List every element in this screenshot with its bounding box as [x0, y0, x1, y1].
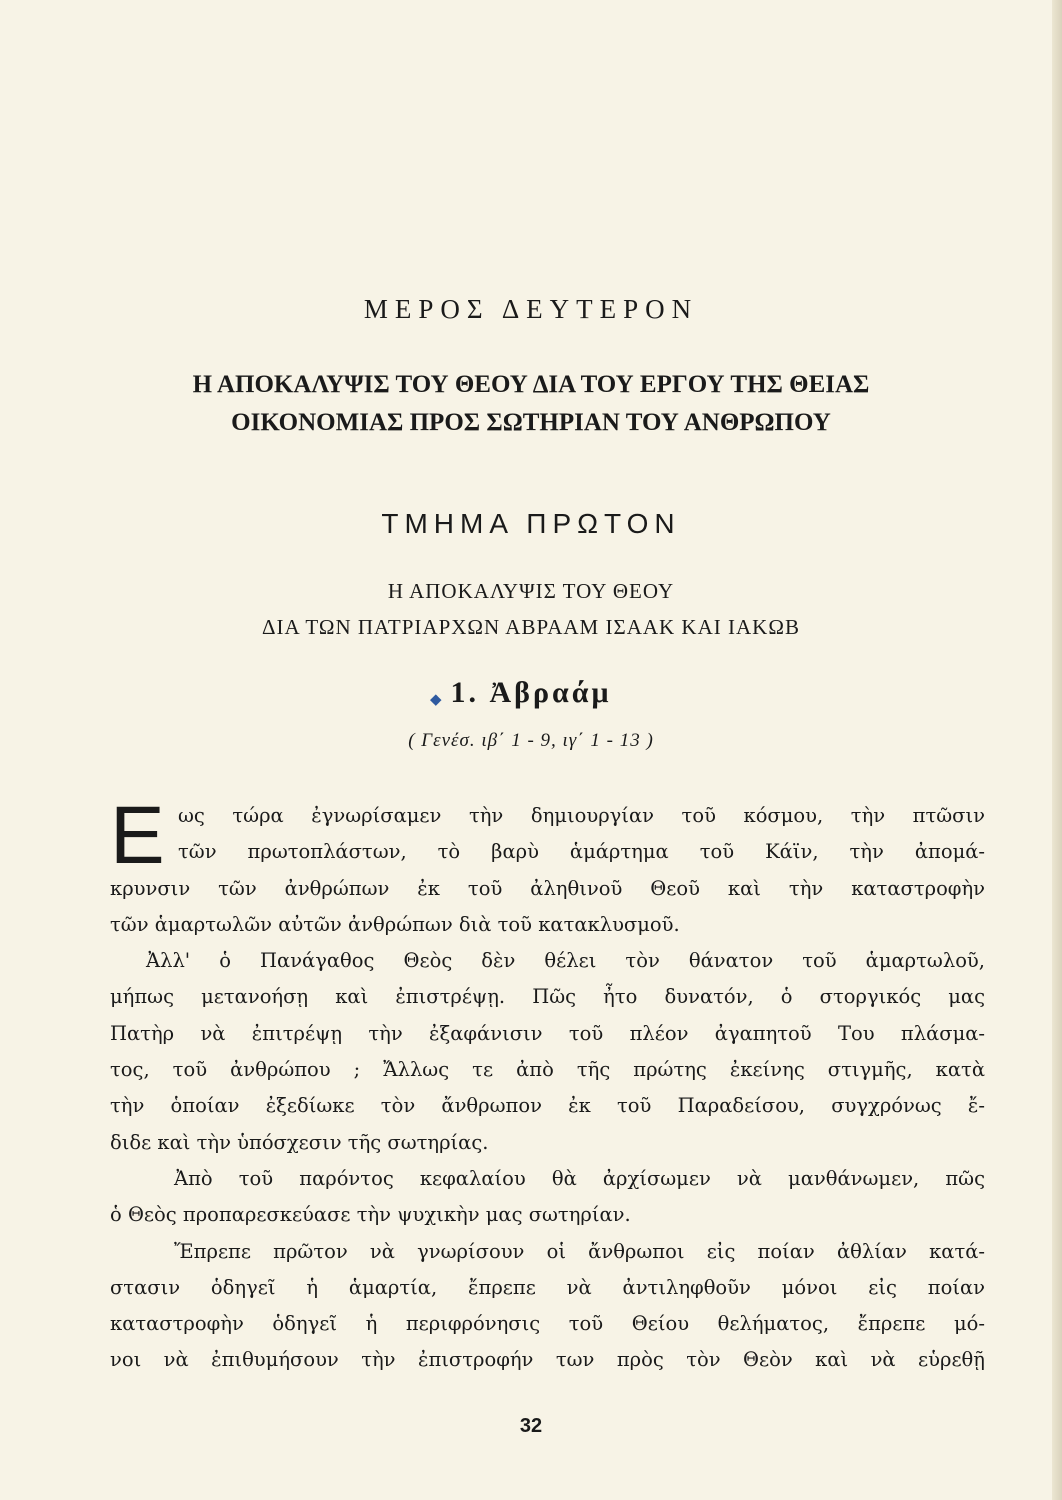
part-subtitle-line: Η ΑΠΟΚΑΛΥΨΙΣ ΤΟΥ ΘΕΟΥ ΔΙΑ ΤΟΥ ΕΡΓΟΥ ΤΗΣ ΘΕΙΑΣ: [192, 371, 870, 398]
paragraph-line: τῶν ἁμαρτωλῶν αὐτῶν ἀνθρώπων διὰ τοῦ κατακλυσμοῦ.: [110, 912, 680, 936]
part-subtitle: [0, 366, 1062, 442]
paragraph-line: ὁ Θεὸς προπαρεσκεύασε τὴν ψυχικὴν μας σωτηρίαν.: [110, 1203, 631, 1227]
paragraph-line: τὴν ὁποίαν ἐξεδίωκε τὸν ἄνθρωπον ἐκ τοῦ Παραδείσου, συγχρόνως ἔ-: [110, 1094, 985, 1118]
body-text: [110, 790, 985, 1379]
part-subtitle-line: ΟΙΚΟΝΟΜΙΑΣ ΠΡΟΣ ΣΩΤΗΡΙΑΝ ΤΟΥ ΑΝΘΡΩΠΟΥ: [231, 409, 831, 436]
paragraph-line: τος, τοῦ ἀνθρώπου ; Ἄλλως τε ἀπὸ τῆς πρώτης ἐκείνης στιγμῆς, κατὰ: [110, 1058, 985, 1082]
paragraph-line: Ἀπὸ τοῦ παρόντος κεφαλαίου θὰ ἀρχίσωμεν νὰ μανθάνωμεν, πῶς: [174, 1166, 985, 1190]
page-number: 32: [519, 1415, 543, 1437]
scripture-reference: ( Γενέσ. ιβ΄ 1 - 9, ιγ΄ 1 - 13 ): [408, 730, 654, 751]
chapter-heading: 1. Ἀβραάμ: [450, 676, 612, 709]
part-title: ΜΕΡΟΣ ΔΕΥΤΕΡΟΝ: [363, 294, 699, 324]
section-subtitle: [0, 573, 1062, 645]
paragraph-line: στασιν ὁδηγεῖ ἡ ἁμαρτία, ἔπρεπε νὰ ἀντιληφθοῦν μόνοι εἰς ποίαν: [110, 1275, 985, 1299]
diamond-bullet-icon: ◆: [430, 690, 442, 708]
paragraph-line: νοι νὰ ἐπιθυμήσουν τὴν ἐπιστροφήν των πρὸς τὸν Θεὸν καὶ νὰ εὑρεθῇ: [110, 1348, 985, 1372]
section-title: ΤΜΗΜΑ ΠΡΩΤΟΝ: [381, 508, 681, 539]
paragraph-line: μήπως μετανοήσῃ καὶ ἐπιστρέψῃ. Πῶς ἦτο δυνατόν, ὁ στοργικός μας: [110, 985, 985, 1009]
section-subtitle-line: Η ΑΠΟΚΑΛΥΨΙΣ ΤΟΥ ΘΕΟΥ: [387, 579, 675, 603]
section-subtitle-line: ΔΙΑ ΤΩΝ ΠΑΤΡΙΑΡΧΩΝ ΑΒΡΑΑΜ ΙΣΑΑΚ ΚΑΙ ΙΑΚΩΒ: [262, 615, 800, 639]
paragraph-line: Ἔπρεπε πρῶτον νὰ γνωρίσουν οἱ ἄνθρωποι εἰς ποίαν ἀθλίαν κατά-: [174, 1239, 985, 1263]
paragraph-line: Ἀλλ' ὁ Πανάγαθος Θεὸς δὲν θέλει τὸν θάνατον τοῦ ἁμαρτωλοῦ,: [146, 949, 985, 973]
paragraph-line: Πατὴρ νὰ ἐπιτρέψῃ τὴν ἐξαφάνισιν τοῦ πλέον ἀγαπητοῦ Του πλάσμα-: [110, 1021, 985, 1045]
paragraph-line: διδε καὶ τὴν ὑπόσχεσιν τῆς σωτηρίας.: [110, 1130, 489, 1154]
drop-cap: Ε: [110, 790, 165, 881]
paragraph-line: τῶν πρωτοπλάστων, τὸ βαρὺ ἁμάρτημα τοῦ Κάϊν, τὴν ἀπομά-: [178, 840, 985, 864]
paragraph-line: ως τώρα ἐγνωρίσαμεν τὴν δημιουργίαν τοῦ κόσμου, τὴν πτῶσιν: [178, 804, 985, 827]
paragraph-line: καταστροφὴν ὁδηγεῖ ἡ περιφρόνησις τοῦ Θείου θελήματος, ἔπρεπε μό-: [110, 1312, 985, 1336]
paragraph-line: κρυνσιν τῶν ἀνθρώπων ἐκ τοῦ ἀληθινοῦ Θεοῦ καὶ τὴν καταστροφὴν: [110, 876, 985, 900]
